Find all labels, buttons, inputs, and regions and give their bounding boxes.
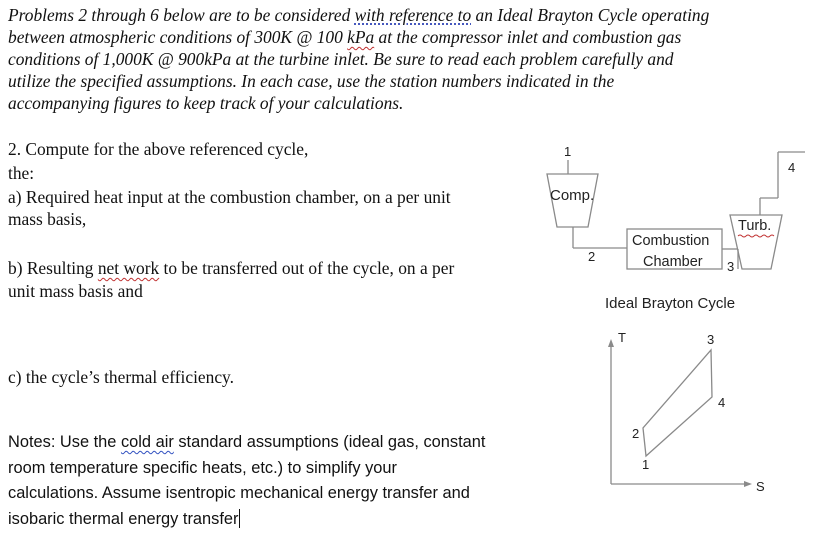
ts-point-4: 4 xyxy=(718,395,726,410)
comp-label: Comp. xyxy=(550,187,595,204)
schematic xyxy=(547,152,805,269)
part-a-line-1: a) Required heat input at the combustion chamber, on a per unit xyxy=(8,187,451,207)
t-axis-label: T xyxy=(618,330,626,345)
intro-line-2: between atmospheric conditions of 300K @ 100 kPa at the compressor inlet and combustion gas xyxy=(8,27,682,47)
station-4-label: 4 xyxy=(788,160,796,175)
spelling-flag: kPa xyxy=(347,27,375,47)
intro-line-1: Problems 2 through 6 below are to be considered with reference to an Ideal Brayton Cycle operating xyxy=(8,5,710,25)
notes-line-2: room temperature specific heats, etc.) to simplify your xyxy=(8,458,397,477)
notes-line-1: Notes: Use the cold air standard assumptions (ideal gas, constant xyxy=(8,433,486,451)
turb-label: Turb. xyxy=(738,218,772,234)
combustion-label-2: Chamber xyxy=(643,254,703,270)
part-b-line-1: b) Resulting net work to be transferred out of the cycle, on a per xyxy=(8,258,455,278)
intro-line-5: accompanying figures to keep track of your calculations. xyxy=(8,93,404,113)
ts-diagram xyxy=(608,339,752,487)
question-heading: 2. Compute for the above referenced cycle, xyxy=(8,139,309,159)
combustion-label-1: Combustion xyxy=(632,233,710,249)
ts-point-1: 1 xyxy=(642,457,650,472)
intro-line-3: conditions of 1,000K @ 900kPa at the turbine inlet. Be sure to read each problem carefully and xyxy=(8,49,674,69)
intro-line-4: utilize the specified assumptions. In each case, use the station numbers indicated in the xyxy=(8,71,615,91)
ts-point-3: 3 xyxy=(707,332,715,347)
ts-point-2: 2 xyxy=(632,426,640,441)
cycle-path xyxy=(643,350,712,456)
question-the: the: xyxy=(8,163,35,183)
notes-line-4: isobaric thermal energy transfer xyxy=(8,509,239,528)
grammar-flag: with reference to xyxy=(354,5,472,25)
station-1-label: 1 xyxy=(564,144,572,159)
turb-spell-squiggle xyxy=(738,235,774,237)
part-a-line-2: mass basis, xyxy=(8,209,87,229)
t-axis-arrow xyxy=(608,339,614,347)
station-2-label: 2 xyxy=(588,249,596,264)
notes-line-3: calculations. Assume isentropic mechanical energy transfer and xyxy=(8,484,470,502)
part-b-line-2: unit mass basis and xyxy=(8,281,143,301)
s-axis-arrow xyxy=(744,481,752,487)
figure-caption: Ideal Brayton Cycle xyxy=(605,295,736,312)
s-axis-label: S xyxy=(756,479,765,494)
part-c-line: c) the cycle’s thermal efficiency. xyxy=(8,367,234,387)
grammar-flag-cold-air: cold air xyxy=(120,433,174,451)
spelling-flag-net-work: net work xyxy=(97,258,160,278)
station-3-label: 3 xyxy=(727,259,735,274)
